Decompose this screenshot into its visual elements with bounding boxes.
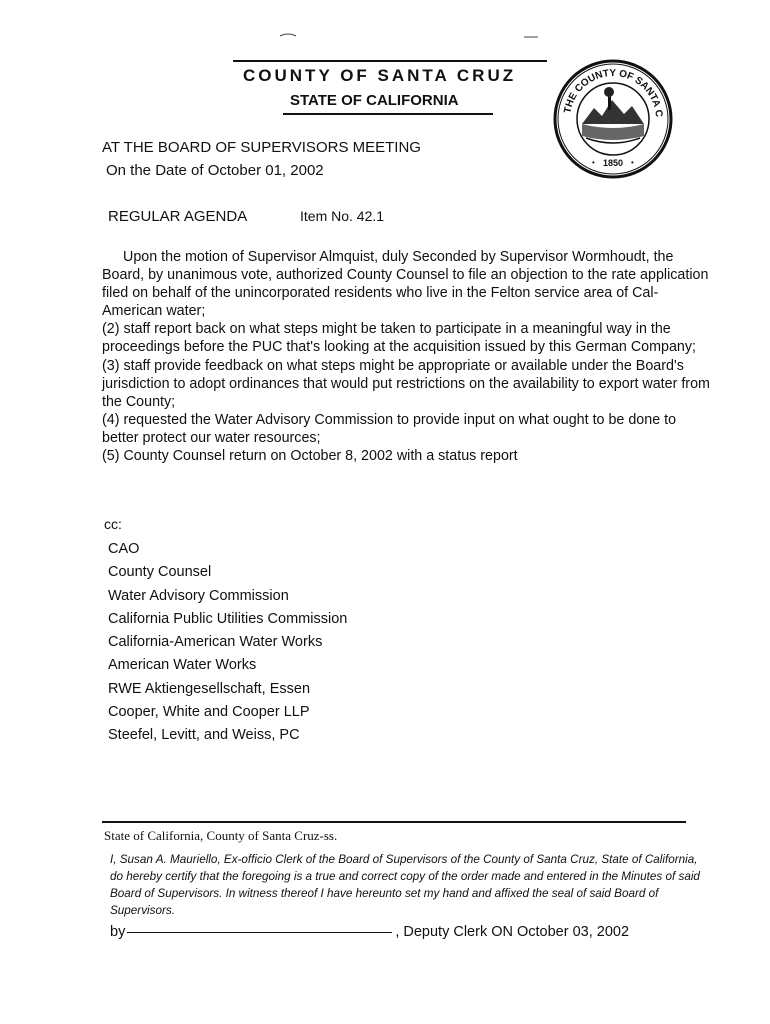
- signature-line: [110, 924, 629, 940]
- cc-recipient: California-American Water Works: [108, 634, 323, 651]
- seal-top-text: THE COUNTY OF SANTA C: [562, 67, 665, 118]
- motion-paragraph-3: (3) staff provide feedback on what steps might be appropriate or available under the Board's jurisdiction to adopt ordinances that would put restrictions on the availability to export water from the County;: [102, 357, 710, 410]
- certification-header: State of California, County of Santa Cruz-ss.: [104, 828, 338, 843]
- certification-divider: [102, 821, 686, 823]
- header-top-rule: [233, 60, 547, 62]
- motion-paragraph-1: Upon the motion of Supervisor Almquist, duly Seconded by Supervisor Wormhoudt, the Board, by unanimous vote, authorized County Counsel to file an objection to the rate application filed on behalf of the unincorporated residents who live in the Felton service area of Cal-American water;: [102, 249, 709, 320]
- meeting-title: AT THE BOARD OF SUPERVISORS MEETING: [102, 139, 421, 156]
- cc-recipient: Steefel, Levitt, and Weiss, PC: [108, 727, 300, 744]
- motion-paragraph-4: (4) requested the Water Advisory Commission to provide input on what ought to be done to better protect our water resources;: [102, 411, 677, 446]
- cc-recipient-list: [108, 538, 347, 748]
- cc-recipient: County Counsel: [108, 564, 212, 581]
- county-seal: [552, 58, 674, 180]
- item-number: Item No. 42.1: [300, 208, 385, 224]
- cc-recipient: California Public Utilities Commission: [108, 610, 348, 627]
- cc-recipient: Cooper, White and Cooper LLP: [108, 704, 310, 721]
- cc-recipient: American Water Works: [108, 657, 257, 674]
- by-label: by: [110, 924, 126, 940]
- county-seal-graphic: [552, 58, 674, 180]
- scan-marks: [270, 28, 550, 45]
- certification-text: I, Susan A. Mauriello, Ex-officio Clerk of the Board of Supervisors of the County of Santa Cruz, State of California, do hereby certify that the foregoing is a true and correct copy of the order made and entered in the Minutes of said Board of Supervisors. In witness thereof I have hereunto set my hand and affixed the seal of said Board of Supervisors.: [110, 853, 700, 917]
- cc-recipient: CAO: [108, 541, 140, 557]
- cc-recipient: Water Advisory Commission: [108, 587, 289, 604]
- meeting-date: On the Date of October 01, 2002: [106, 162, 324, 179]
- svg-text:•: •: [631, 158, 634, 167]
- signature-blank: [127, 932, 392, 933]
- header-bottom-rule: [283, 113, 493, 115]
- svg-text:•: •: [592, 158, 595, 167]
- county-title: COUNTY OF SANTA CRUZ: [243, 66, 517, 85]
- motion-paragraph-5: (5) County Counsel return on October 8, 2002 with a status report: [102, 448, 518, 465]
- motion-body: [102, 248, 712, 465]
- state-title: STATE OF CALIFORNIA: [290, 92, 459, 109]
- cc-label: cc:: [104, 516, 122, 532]
- seal-year: 1850: [602, 158, 624, 168]
- cc-recipient: RWE Aktiengesellschaft, Essen: [108, 680, 311, 697]
- deputy-clerk-text: , Deputy Clerk ON October 03, 2002: [395, 924, 630, 940]
- motion-paragraph-2: (2) staff report back on what steps might be taken to participate in a meaningful way in the proceedings before the PUC that's looking at the acquisition issued by this German Company;: [102, 321, 696, 356]
- agenda-label: REGULAR AGENDA: [108, 208, 248, 225]
